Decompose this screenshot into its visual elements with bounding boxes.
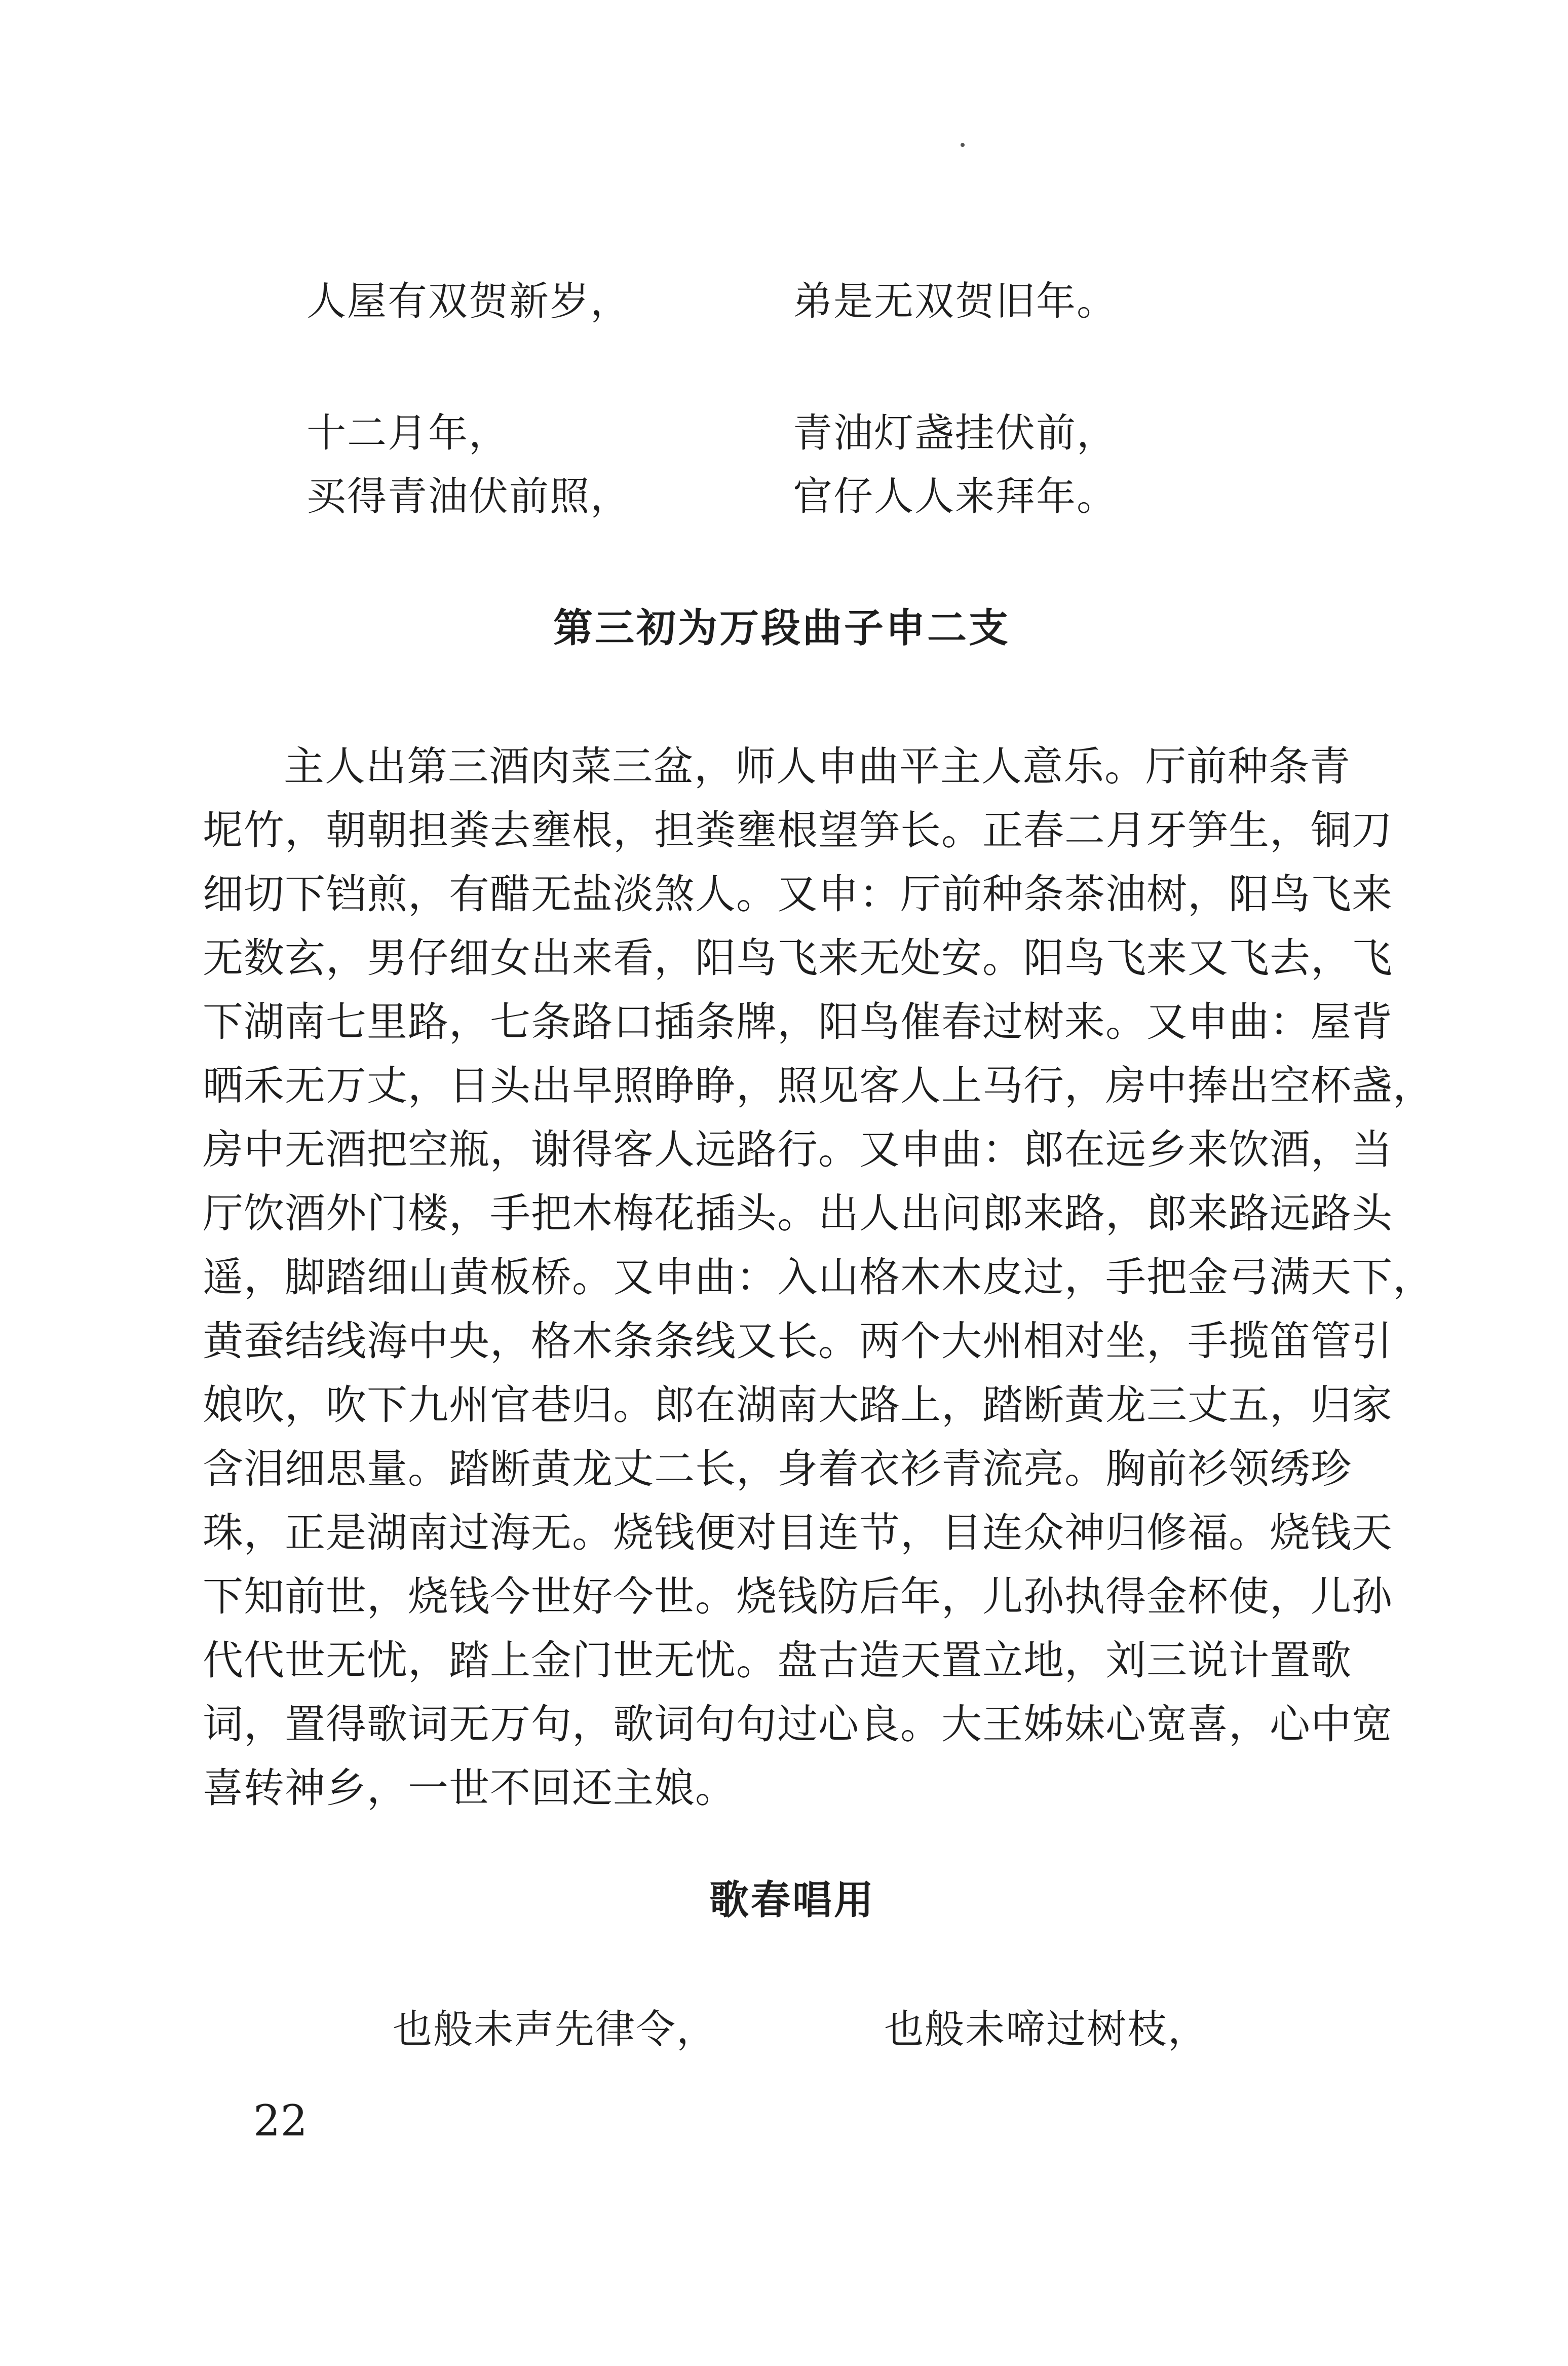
body-line: 无数玄，男仔细女出来看，阳鸟飞来无处安。阳鸟飞来又飞去，飞: [203, 934, 1393, 982]
verse-2-right: 青油灯盏挂伏前，: [793, 410, 1118, 456]
body-line: 晒禾无万丈，日头出早照睁睁，照见客人上马行，房中捧出空杯盏，: [203, 1062, 1434, 1109]
verse-2-left: 十二月年，: [307, 410, 510, 456]
body-line: 厅饮酒外门楼，手把木梅花插头。出人出问郎来路，郎来路远路头: [203, 1190, 1393, 1237]
body-line: 娘吹，吹下九州官巷归。郎在湖南大路上，踏断黄龙三丈五，归家: [203, 1381, 1393, 1429]
body-line: 主人出第三酒肉菜三盆，师人申曲平主人意乐。厅前种条青: [284, 743, 1351, 790]
section-1-body: [203, 735, 1434, 1820]
body-line: 喜转神乡，一世不回还主娘。: [203, 1764, 736, 1812]
body-line: 坭竹，朝朝担粪去壅根，担粪壅根望笋长。正春二月牙笋生，铜刀: [203, 807, 1393, 854]
verse-3-right: 官仔人人来拜年。: [793, 474, 1118, 519]
body-line: 下湖南七里路，七条路口插条牌，阳鸟催春过树来。又申曲：屋背: [203, 998, 1393, 1045]
verse-1-left: 人屋有双贺新岁，: [307, 279, 631, 324]
body-line: 代代世无忧，踏上金门世无忧。盘古造天置立地，刘三说计置歌: [203, 1637, 1352, 1684]
body-line: 细切下铛煎，有醋无盐淡煞人。又申：厅前种条茶油树，阳鸟飞来: [203, 871, 1393, 918]
verse-4-right: 也般未啼过树枝，: [884, 2007, 1209, 2052]
verse-4-left: 也般未声先律令，: [393, 2007, 717, 2052]
section-2-title: 歌春唱用: [709, 1877, 876, 1923]
body-line: 珠，正是湖南过海无。烧钱便对目连节，目连众神归修福。烧钱天: [203, 1509, 1393, 1556]
body-line: 下知前世，烧钱今世好今世。烧钱防后年，儿孙执得金杯使，儿孙: [203, 1573, 1393, 1620]
verse-1-right: 弟是无双贺旧年。: [793, 279, 1118, 324]
body-line: 词，置得歌词无万句，歌词句句过心良。大王姊妹心宽喜，心中宽: [203, 1701, 1393, 1748]
verse-3-left: 买得青油伏前照，: [307, 474, 631, 519]
body-line: 黄蚕结线海中央，格木条条线又长。两个大州相对坐，手揽笛管引: [203, 1318, 1393, 1365]
body-line: 房中无酒把空瓶，谢得客人远路行。又申曲：郎在远乡来饮酒，当: [203, 1126, 1393, 1173]
printing-dot: [961, 143, 965, 147]
page-number: 22: [253, 2096, 308, 2146]
body-line: 含泪细思量。踏断黄龙丈二长，身着衣衫青流亮。胸前衫领绣珍: [203, 1445, 1352, 1492]
section-1-title: 第三初为万段曲子申二支: [553, 606, 1011, 651]
body-line: 遥，脚踏细山黄板桥。又申曲：入山格木木皮过，手把金弓满天下，: [203, 1254, 1434, 1301]
